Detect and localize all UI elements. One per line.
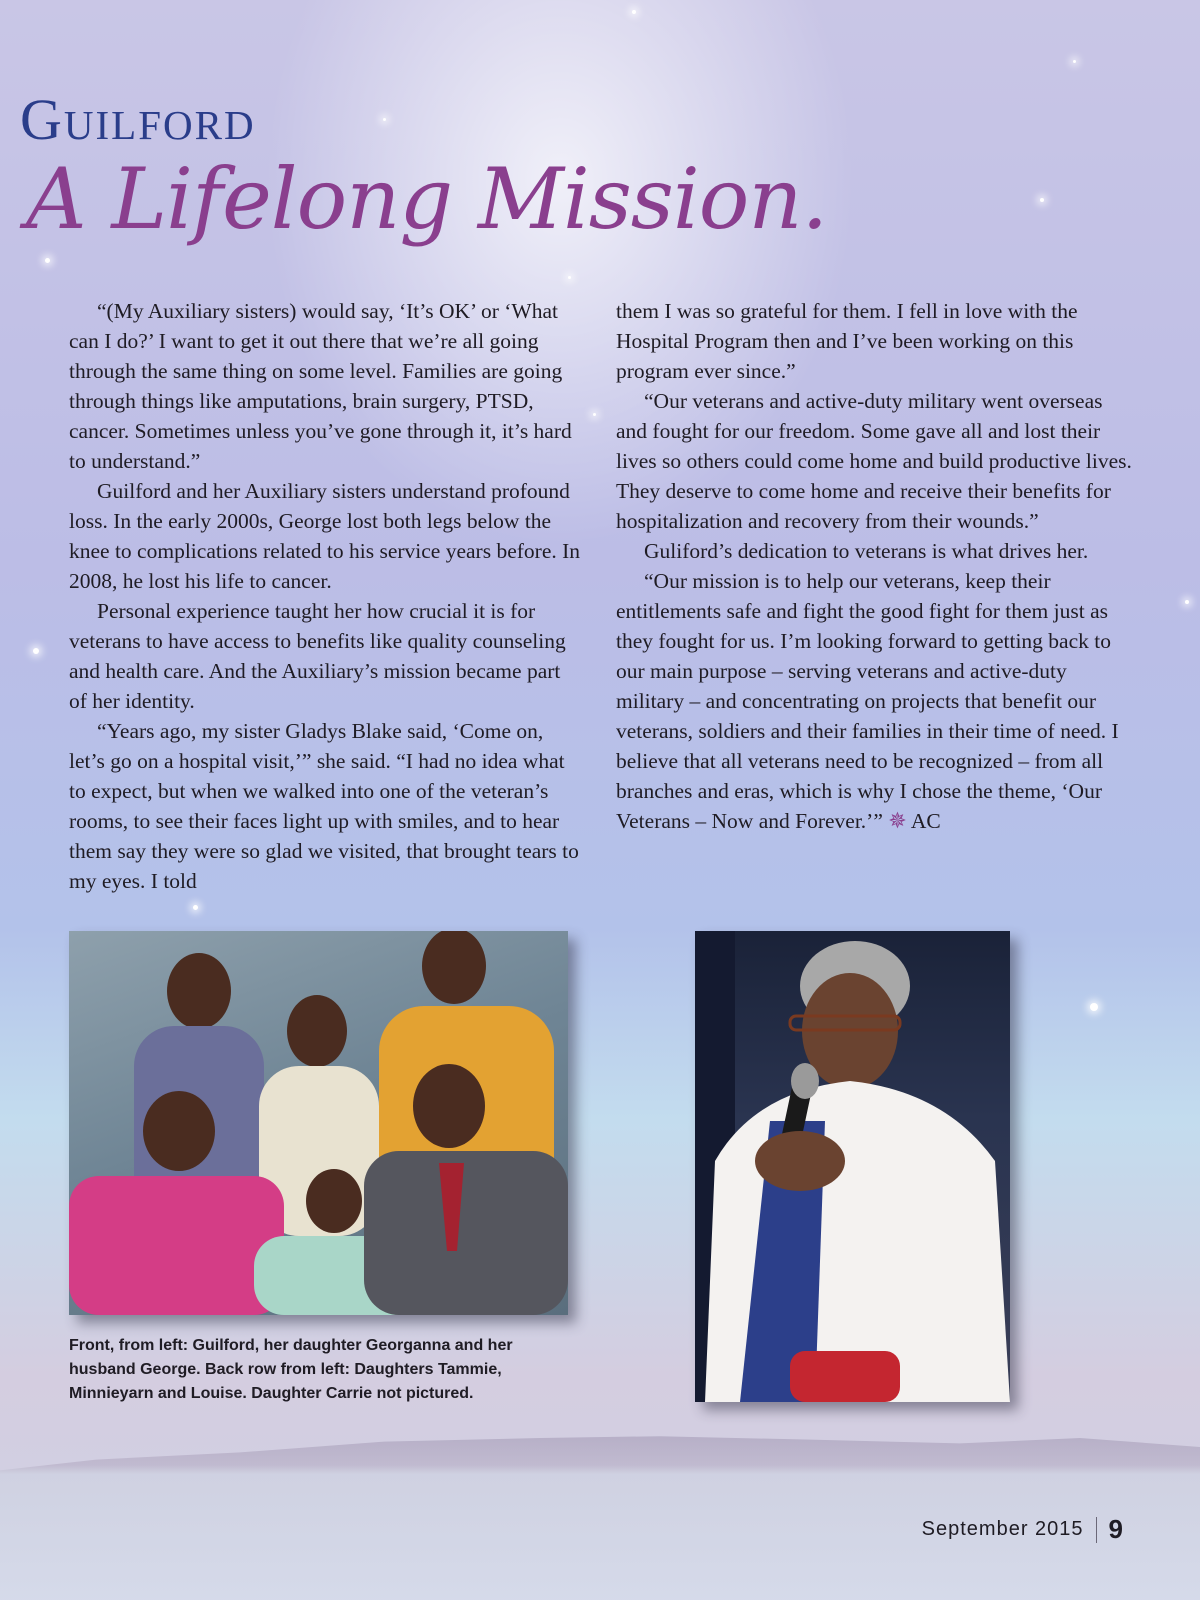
paragraph-continued: them I was so grateful for them. I fell in love with the Hospital Program then and I’ve been working on this program ever since.” — [616, 299, 1078, 383]
final-paragraph-text: “Our mission is to help our veterans, keep their entitlements safe and fight the good fight for them just as they fought for us. I’m looking forward to getting back to our main purpose – serving veterans and active-duty military – and concentrating on projects that benefit our veterans, soldiers and their families in their time of need. I believe that all veterans need to be recognized – from all branches and eras, which is why I chose the theme, ‘Our Veterans – Now and Forever.’” — [616, 569, 1119, 833]
family-photo-caption: Front, from left: Guilford, her daughter Georganna and her husband George. Back row from left: Daughters Tammie, Minnieyarn and Louise. Daughter Carrie not pictured. — [69, 1337, 513, 1402]
page-number: 9 — [1108, 1514, 1123, 1544]
author-initials: AC — [910, 809, 941, 833]
paragraph: “Our veterans and active-duty military went overseas and fought for our freedom. Some gave all and lost their lives so others could come home and build productive lives. They deserve to come home and receive their benefits for hospitalization and recovery from their wounds.” — [616, 389, 1132, 533]
family-photo-illustration — [69, 931, 568, 1315]
article-column-right — [616, 296, 1136, 836]
page-footer — [922, 1514, 1123, 1545]
lake-horizon-backdrop — [0, 1420, 1200, 1600]
speaker-photo — [695, 931, 1010, 1402]
issue-date: September 2015 — [921, 1518, 1084, 1540]
footer-divider — [1096, 1517, 1097, 1543]
paragraph: “(My Auxiliary sisters) would say, ‘It’s OK’ or ‘What can I do?’ I want to get it out there that we’re all going through the same thing on some level. Families are going through things like amputations, brain surgery, PTSD, cancer. Sometimes unless you’ve gone through it, it’s hard to understand.” — [69, 299, 572, 473]
article-column-left — [69, 296, 581, 896]
paragraph: Guliford’s dedication to veterans is what drives her. — [644, 539, 1089, 563]
paragraph: Personal experience taught her how crucial it is for veterans to have access to benefits like quality counseling and health care. And the Auxiliary’s mission became part of her identity. — [69, 599, 566, 713]
paragraph: Guilford and her Auxiliary sisters understand profound loss. In the early 2000s, George lost both legs below the knee to complications related to his service years before. In 2008, he lost his life to cancer. — [69, 479, 581, 593]
article-headline: A Lifelong Mission. — [26, 150, 828, 248]
paragraph-final — [616, 566, 1136, 836]
family-photo — [69, 931, 568, 1315]
paragraph: “Years ago, my sister Gladys Blake said, ‘Come on, let’s go on a hospital visit,’” she said. “I had no idea what to expect, but when we walked into one of the veteran’s rooms, to see their faces light up with smiles, and to hear them say they were so glad we visited, that brought tears to my eyes. I told — [69, 719, 579, 893]
speaker-photo-illustration — [695, 931, 1010, 1402]
cross-emblem-icon: ✵ — [888, 808, 907, 833]
section-masthead: Guilford — [20, 87, 256, 152]
